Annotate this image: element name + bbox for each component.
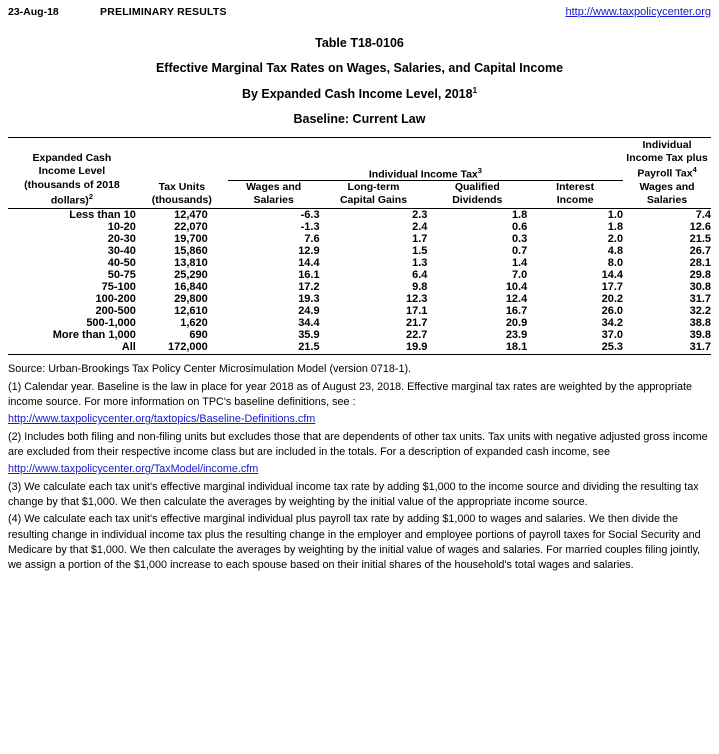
note-1: (1) Calendar year. Baseline is the law in place for year 2018 as of August 23, 2018. Effective marginal tax rates are weighted by the appropriate income source. For more information on TPC's baseline definitions, see : xyxy=(8,380,693,408)
cell-wages: 7.6 xyxy=(304,233,320,246)
cell-interest: 2.0 xyxy=(607,233,624,246)
col-header-income-level-line4 xyxy=(8,192,136,208)
cell-wages: 12.9 xyxy=(298,245,320,258)
title-block xyxy=(8,36,711,126)
cell-wages: 16.1 xyxy=(298,269,320,282)
cell-interest: 8.0 xyxy=(607,257,624,270)
col-group-individual-income-tax-footnote: 3 xyxy=(477,165,482,175)
document-header xyxy=(8,6,711,18)
row-label: 30-40 xyxy=(107,245,136,258)
cell-interest: 25.3 xyxy=(601,341,624,354)
col-group-payroll-line2: Income Tax plus xyxy=(626,152,708,165)
cell-qualified-dividends: 10.4 xyxy=(505,281,528,294)
cell-tax-units: 13,810 xyxy=(174,257,208,270)
col-group-individual-income-tax xyxy=(228,139,623,181)
cell-tax-units: 22,070 xyxy=(174,221,208,234)
table-number: Table T18-0106 xyxy=(315,36,404,50)
row-label: 20-30 xyxy=(107,233,136,246)
col-header-income-level-line2: Income Level xyxy=(38,165,106,178)
cell-ltcg: 19.9 xyxy=(405,341,428,354)
col-group-individual-income-tax-text: Individual Income Tax xyxy=(368,168,478,181)
col-header-income-level-line4-text: dollars) xyxy=(50,194,89,207)
cell-tax-units: 16,840 xyxy=(174,281,208,294)
table-row xyxy=(8,233,711,245)
col-group-payroll-line3 xyxy=(623,165,711,181)
cell-wages: 19.3 xyxy=(298,293,320,306)
cell-payroll-wages: 31.7 xyxy=(689,341,711,354)
cell-wages: 34.4 xyxy=(298,317,320,330)
col-group-payroll-line3-text: Payroll Tax xyxy=(637,167,693,180)
col-header-tax-units xyxy=(136,139,228,207)
cell-ltcg: 22.7 xyxy=(405,329,428,342)
col-header-income-level-footnote: 2 xyxy=(88,191,93,201)
col-header-qualified-dividends-line1: Qualified xyxy=(454,181,500,194)
cell-ltcg: 21.7 xyxy=(405,317,428,330)
note-source: Source: Urban-Brookings Tax Policy Center Microsimulation Model (version 0718-1). xyxy=(8,363,412,376)
cell-tax-units: 19,700 xyxy=(174,233,208,246)
table-row xyxy=(8,245,711,257)
table-row-total xyxy=(8,341,711,353)
col-header-ltcg-line1: Long-term xyxy=(347,181,400,194)
row-label: 40-50 xyxy=(107,257,136,270)
cell-qualified-dividends: 0.3 xyxy=(511,233,528,246)
cell-payroll-wages: 32.2 xyxy=(689,305,711,318)
cell-qualified-dividends: 0.6 xyxy=(511,221,528,234)
col-header-long-term-capital-gains xyxy=(320,181,428,207)
cell-interest: 26.0 xyxy=(601,305,624,318)
col-header-interest-income xyxy=(527,181,623,207)
cell-wages: 17.2 xyxy=(298,281,320,294)
cell-payroll-wages: 7.4 xyxy=(695,209,711,222)
cell-interest: 17.7 xyxy=(601,281,624,294)
table-row xyxy=(8,317,711,329)
cell-wages: 35.9 xyxy=(298,329,320,342)
col-header-income-level-line3: (thousands of 2018 xyxy=(24,178,120,191)
row-label: More than 1,000 xyxy=(52,329,136,342)
cell-tax-units: 1,620 xyxy=(180,317,208,330)
table-row xyxy=(8,221,711,233)
cell-ltcg: 6.4 xyxy=(412,269,428,282)
cell-wages: -1.3 xyxy=(300,221,320,234)
title-line-2-text: By Expanded Cash Income Level, 2018 xyxy=(241,87,473,102)
cell-wages: -6.3 xyxy=(300,209,320,222)
cell-tax-units: 15,860 xyxy=(174,245,208,258)
cell-ltcg: 2.4 xyxy=(412,221,428,234)
cell-qualified-dividends: 0.7 xyxy=(511,245,528,258)
cell-tax-units: 25,290 xyxy=(174,269,208,282)
header-url-link[interactable]: http://www.taxpolicycenter.org xyxy=(565,6,711,18)
cell-payroll-wages: 26.7 xyxy=(689,245,711,258)
cell-qualified-dividends: 1.4 xyxy=(511,257,528,270)
cell-ltcg: 12.3 xyxy=(405,293,428,306)
col-header-ltcg-line2: Capital Gains xyxy=(339,194,408,207)
note-1-link[interactable]: http://www.taxpolicycenter.org/taxtopics/Baseline-Definitions.cfm xyxy=(8,413,316,426)
cell-tax-units: 12,610 xyxy=(174,305,208,318)
col-header-interest-income-line2: Income xyxy=(556,194,594,207)
cell-qualified-dividends: 1.8 xyxy=(511,209,528,222)
header-status: PRELIMINARY RESULTS xyxy=(100,6,227,18)
cell-qualified-dividends: 12.4 xyxy=(505,293,528,306)
table-row xyxy=(8,329,711,341)
cell-interest: 14.4 xyxy=(601,269,624,282)
cell-payroll-wages: 30.8 xyxy=(689,281,711,294)
row-label: 500-1,000 xyxy=(86,317,136,330)
cell-ltcg: 9.8 xyxy=(412,281,428,294)
header-date: 23-Aug-18 xyxy=(8,6,59,18)
title-line-2 xyxy=(8,86,711,101)
row-label: 100-200 xyxy=(95,293,136,306)
table-row xyxy=(8,209,711,222)
cell-wages: 21.5 xyxy=(298,341,320,354)
cell-payroll-wages: 31.7 xyxy=(689,293,711,306)
col-header-wages-salaries-line1: Wages and xyxy=(246,181,302,194)
cell-ltcg: 2.3 xyxy=(412,209,428,222)
cell-tax-units: 690 xyxy=(189,329,208,342)
cell-ltcg: 17.1 xyxy=(405,305,428,318)
cell-payroll-wages: 29.8 xyxy=(689,269,711,282)
footnotes xyxy=(8,362,711,573)
col-group-payroll-footnote: 4 xyxy=(692,165,697,175)
table-row xyxy=(8,305,711,317)
note-4: (4) We calculate each tax unit's effective marginal individual plus payroll tax rate by adding $1,000 to wages and salaries. We then divide the resulting change in individual income tax plus the resulting change in the employer and employee portions of payroll taxes for Social Security and Medicare by that $1,000. We then calculate the averages by weighting by the initial value of wages and salaries. For married couples filing jointly, we assign a portion of the $1,000 increase to each spouse based on their initial shares of the household's total wages and salaries. xyxy=(8,513,701,572)
cell-qualified-dividends: 23.9 xyxy=(505,329,528,342)
col-header-income-level-line1: Expanded Cash xyxy=(32,152,112,165)
cell-qualified-dividends: 16.7 xyxy=(505,305,528,318)
cell-interest: 4.8 xyxy=(607,245,624,258)
note-3: (3) We calculate each tax unit's effective marginal individual income tax rate by adding $1,000 to the income source and dividing the resulting tax change by that $1,000. We then calculate the averages by weighting by the initial value of the appropriate income source. xyxy=(8,480,699,508)
table-row xyxy=(8,269,711,281)
col-header-wages-salaries-line2: Salaries xyxy=(253,194,294,207)
col-header-payroll-wages-line2: Salaries xyxy=(646,194,688,207)
col-group-payroll-line1: Individual xyxy=(642,139,692,152)
row-label: 10-20 xyxy=(107,221,136,234)
cell-wages: 24.9 xyxy=(298,305,320,318)
table-row xyxy=(8,281,711,293)
title-line-3: Baseline: Current Law xyxy=(293,112,426,127)
col-header-interest-income-line1: Interest xyxy=(556,181,595,194)
row-label: 50-75 xyxy=(107,269,136,282)
cell-interest: 34.2 xyxy=(601,317,624,330)
table-row xyxy=(8,257,711,269)
col-header-payroll-wages-salaries xyxy=(623,181,711,207)
cell-qualified-dividends: 18.1 xyxy=(505,341,528,354)
cell-interest: 1.0 xyxy=(607,209,624,222)
cell-qualified-dividends: 7.0 xyxy=(511,269,528,282)
cell-payroll-wages: 12.6 xyxy=(689,221,711,234)
header-group-row xyxy=(8,139,711,181)
cell-qualified-dividends: 20.9 xyxy=(505,317,528,330)
row-label: Less than 10 xyxy=(69,209,136,222)
col-header-qualified-dividends xyxy=(427,181,527,207)
cell-ltcg: 1.7 xyxy=(412,233,428,246)
cell-payroll-wages: 39.8 xyxy=(689,329,711,342)
cell-tax-units: 29,800 xyxy=(174,293,208,306)
note-2-link[interactable]: http://www.taxpolicycenter.org/TaxModel/income.cfm xyxy=(8,463,259,476)
cell-wages: 14.4 xyxy=(298,257,320,270)
col-header-payroll-wages-line1: Wages and xyxy=(639,181,695,194)
col-header-income-level xyxy=(8,139,136,207)
col-header-tax-units-line1: Tax Units xyxy=(158,181,206,194)
cell-tax-units: 172,000 xyxy=(168,341,208,354)
title-line-1: Effective Marginal Tax Rates on Wages, Salaries, and Capital Income xyxy=(155,61,564,75)
cell-interest: 20.2 xyxy=(601,293,624,306)
col-group-payroll xyxy=(623,139,711,181)
col-header-qualified-dividends-line2: Dividends xyxy=(452,194,503,207)
cell-ltcg: 1.3 xyxy=(412,257,428,270)
cell-interest: 1.8 xyxy=(607,221,624,234)
col-header-wages-salaries xyxy=(228,181,320,207)
title-line-2-footnote: 1 xyxy=(472,86,478,95)
note-2: (2) Includes both filing and non-filing units but excludes those that are dependents of other tax units. Tax units with negative adjusted gross income are excluded from their respective income class but are included in the totals. For a description of expanded cash income, see xyxy=(8,430,708,458)
table-row xyxy=(8,293,711,305)
row-label: All xyxy=(121,341,136,354)
cell-ltcg: 1.5 xyxy=(412,245,428,258)
data-table xyxy=(8,137,711,355)
cell-payroll-wages: 21.5 xyxy=(689,233,711,246)
cell-payroll-wages: 28.1 xyxy=(689,257,711,270)
row-label: 200-500 xyxy=(95,305,136,318)
cell-interest: 37.0 xyxy=(601,329,624,342)
table-bottom-rule xyxy=(8,353,711,355)
row-label: 75-100 xyxy=(101,281,136,294)
cell-tax-units: 12,470 xyxy=(174,209,208,222)
cell-payroll-wages: 38.8 xyxy=(689,317,711,330)
col-header-tax-units-line2: (thousands) xyxy=(151,194,212,207)
